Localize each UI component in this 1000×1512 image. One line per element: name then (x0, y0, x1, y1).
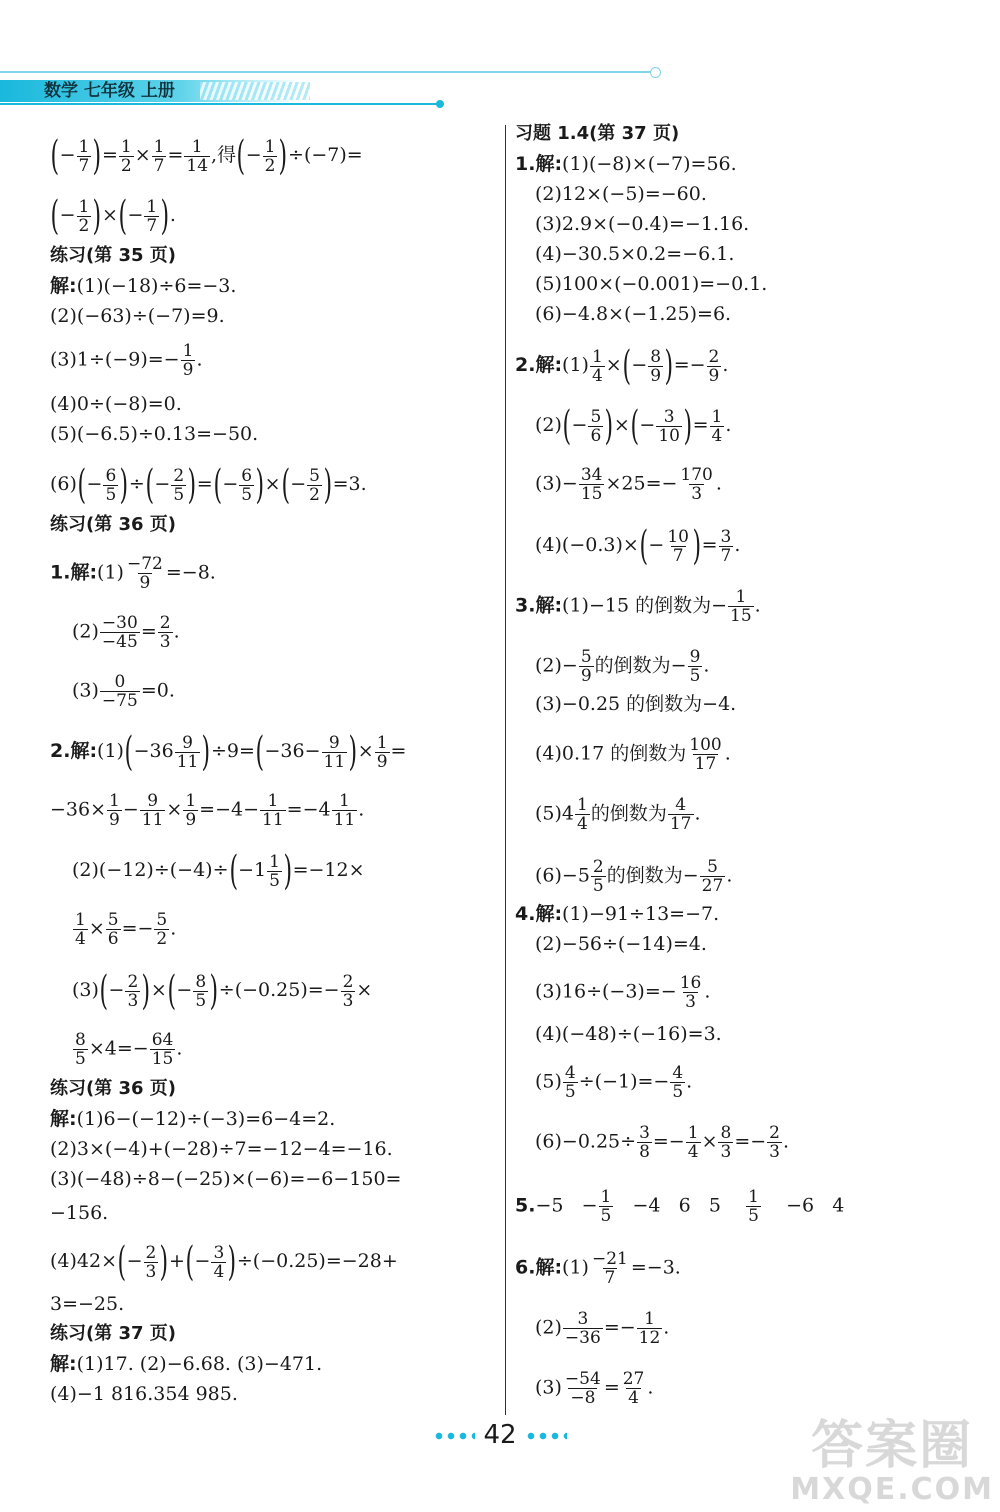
fraction: $\frac{1}{11}$ (262, 791, 284, 830)
p36b-line-2: (2)3×(−4)+(−28)÷7=−12−4=−16. (50, 1138, 393, 1160)
ex-q1-line-3: (3)2.9×(−0.4)=−1.16. (535, 213, 750, 235)
ex-q3-line-6: (6)−5 $\frac{2}{5}$ 的倒数为− $\frac{5}{27}$ . (535, 857, 733, 896)
fraction: $\frac{3}{10}$ (658, 406, 680, 446)
p36a-q1-line-3: (3) $\frac{0}{-75}$ =0. (72, 672, 175, 711)
fraction: $\frac{9}{11}$ (176, 732, 199, 772)
fraction: $\frac{1}{9}$ (376, 732, 388, 772)
fraction: $\frac{1}{9}$ (185, 791, 197, 830)
column-divider (505, 125, 506, 1415)
p37-line-2: (4)−1 816.354 985. (50, 1383, 238, 1405)
fraction: $\frac{1}{2}$ (264, 136, 276, 176)
p35-line-4: (4)0÷(−8)=0. (50, 393, 182, 415)
ex-q6-line-3: (3) $\frac{-54}{-8}$ = $\frac{27}{4}$ . (535, 1369, 654, 1408)
fraction: $\frac{5}{27}$ (701, 857, 724, 896)
fraction: $\frac{1}{4}$ (577, 795, 588, 834)
p35-line-5: (5)(−6.5)÷0.13=−50. (50, 423, 259, 445)
fraction: $\frac{1}{12}$ (638, 1309, 661, 1348)
fraction: $\frac{3}{7}$ (720, 526, 732, 566)
ex-q6-line-2: (2) $\frac{3}{-36}$ =− $\frac{1}{12}$ . (535, 1309, 670, 1348)
watermark-url: MXQE.COM (790, 1472, 994, 1507)
p36a-q1-line-2: (2) $\frac{-30}{-45}$ = $\frac{2}{3}$ . (72, 613, 180, 652)
watermark-text: 答案圈 (811, 1416, 974, 1476)
fraction: $\frac{1}{4}$ (711, 406, 723, 446)
fraction: $\frac{6}{5}$ (241, 465, 253, 505)
page-number-text: 42 (483, 1420, 517, 1450)
p36b-line-1: 解:(1)6−(−12)÷(−3)=6−4=2. (50, 1108, 336, 1130)
page-dots-left (433, 1431, 475, 1441)
fraction: $\frac{1}{15}$ (730, 587, 752, 626)
header-rule (0, 71, 655, 73)
fraction: $\frac{1}{4}$ (591, 346, 603, 386)
fraction: $\frac{100}{17}$ (689, 735, 722, 774)
fraction: $\frac{8}{3}$ (720, 1123, 732, 1162)
fraction: $\frac{1}{5}$ (269, 851, 280, 891)
fraction: $\frac{3}{8}$ (639, 1123, 650, 1162)
fraction: $\frac{1}{4}$ (687, 1123, 699, 1162)
fraction: $\frac{1}{11}$ (333, 791, 356, 830)
fraction: $\frac{4}{17}$ (669, 795, 692, 834)
fraction: $\frac{16}{3}$ (679, 973, 702, 1012)
fraction: $\frac{1}{2}$ (120, 136, 132, 176)
fraction: $\frac{5}{6}$ (107, 910, 119, 949)
ex-q1-line-4: (4)−30.5×0.2=−6.1. (535, 243, 735, 265)
p35-line-1: 解:(1)(−18)÷6=−3. (50, 275, 237, 297)
fraction: $\frac{9}{11}$ (141, 791, 164, 830)
header-underline-dot (436, 100, 444, 108)
header-underline (0, 103, 440, 105)
fraction: $\frac{4}{5}$ (672, 1063, 684, 1102)
p37-line-1: 解:(1)17. (2)−6.68. (3)−471. (50, 1353, 323, 1375)
header-rule-end-dot (650, 67, 661, 78)
continued-line-2: (− $\frac{1}{2}$ )×(− $\frac{1}{7}$ ). (50, 193, 176, 239)
page-number (430, 1420, 570, 1450)
fraction: $\frac{-72}{9}$ (126, 554, 163, 593)
page-dots-right (525, 1431, 567, 1441)
fraction: $\frac{3}{-36}$ (564, 1309, 601, 1348)
fraction: $\frac{9}{5}$ (689, 647, 701, 686)
fraction: $\frac{9}{11}$ (323, 732, 346, 772)
watermark-logo (790, 1418, 994, 1506)
fraction: $\frac{4}{5}$ (564, 1063, 576, 1102)
fraction: $\frac{5}{6}$ (590, 406, 602, 446)
fraction: $\frac{1}{5}$ (600, 1187, 612, 1226)
p36a-q2-line-1: 2.解:(1)(−36 $\frac{9}{11}$ )÷9=(−36− $\frac{9}{11}$ )× $\frac{1}{9}$ = (50, 729, 407, 775)
p35-line-2: (2)(−63)÷(−7)=9. (50, 305, 225, 327)
fraction: $\frac{2}{9}$ (708, 346, 720, 386)
p36b-line-3: (3)(−48)÷8−(−25)×(−6)=−6−150= (50, 1168, 402, 1190)
fraction: $\frac{1}{5}$ (748, 1187, 759, 1226)
ex-q3-line-4: (4)0.17 的倒数为 $\frac{100}{17}$ . (535, 735, 731, 774)
section-heading-p35: 练习(第 35 页) (50, 245, 177, 266)
fraction: $\frac{1}{2}$ (78, 196, 90, 236)
ex-q2-line-1: 2.解:(1) $\frac{1}{4}$ ×(− $\frac{8}{9}$ )=− $\frac{2}{9}$ . (515, 343, 729, 389)
ex-q1-line-6: (6)−4.8×(−1.25)=6. (535, 303, 732, 325)
p36a-q1-line-1: 1.解:(1) $\frac{-72}{9}$ =−8. (50, 554, 216, 593)
ex-q1-line-1: 1.解:(1)(−8)×(−7)=56. (515, 153, 737, 175)
fraction: $\frac{1}{7}$ (153, 136, 165, 176)
fraction: $\frac{8}{5}$ (75, 1030, 86, 1069)
p36a-q2-line-2: −36× $\frac{1}{9}$ − $\frac{9}{11}$ × $\frac{1}{9}$ =−4− $\frac{1}{11}$ =−4 $\frac{1}{11}$ . (50, 791, 365, 830)
ex-q2-line-3: (3)− $\frac{34}{15}$ ×25=− $\frac{170}{3}$ . (535, 465, 722, 504)
fraction: $\frac{27}{4}$ (622, 1369, 645, 1408)
fraction: $\frac{64}{15}$ (151, 1030, 174, 1069)
p36a-q2-line-5: (3)(− $\frac{2}{3}$ )×(− $\frac{8}{5}$ )÷(−0.25)=− $\frac{2}{3}$ × (72, 968, 373, 1014)
fraction: $\frac{8}{9}$ (650, 346, 662, 386)
continued-line-1: (− $\frac{1}{7}$ )= $\frac{1}{2}$ × $\frac{1}{7}$ = $\frac{1}{14}$ ,得(− $\frac{1}{2}$ )÷(−7)= (50, 133, 363, 179)
fraction: $\frac{10}{7}$ (667, 526, 689, 566)
ex-q2-line-2: (2)(− $\frac{5}{6}$ )×(− $\frac{3}{10}$ )= $\frac{1}{4}$ . (535, 403, 732, 449)
p36b-line-5: (4)42×(− $\frac{2}{3}$ )+(− $\frac{3}{4}$ )÷(−0.25)=−28+ (50, 1239, 398, 1285)
fraction: $\frac{8}{5}$ (195, 971, 207, 1011)
ex-q3-line-5: (5)4 $\frac{1}{4}$ 的倒数为 $\frac{4}{17}$ . (535, 795, 701, 834)
section-heading-p36a: 练习(第 36 页) (50, 514, 177, 535)
header-stripes (200, 82, 310, 100)
ex-q3-line-2: (2)− $\frac{5}{9}$ 的倒数为− $\frac{9}{5}$ . (535, 647, 710, 686)
fraction: $\frac{1}{14}$ (186, 136, 209, 176)
fraction: $\frac{34}{15}$ (580, 465, 603, 504)
p36b-line-4: −156. (50, 1202, 109, 1224)
fraction: $\frac{2}{5}$ (173, 465, 185, 505)
fraction: $\frac{2}{3}$ (127, 971, 139, 1011)
ex-q3-line-1: 3.解:(1)−15 的倒数为− $\frac{1}{15}$ . (515, 587, 761, 626)
p36a-q2-line-6: $\frac{8}{5}$ ×4=− $\frac{64}{15}$ . (75, 1030, 183, 1069)
section-heading-p36b: 练习(第 36 页) (50, 1078, 177, 1099)
fraction: $\frac{1}{7}$ (78, 136, 90, 176)
ex-q3-line-3: (3)−0.25 的倒数为−4. (535, 693, 737, 715)
fraction: $\frac{1}{9}$ (182, 341, 194, 380)
fraction: $\frac{0}{-75}$ (101, 672, 138, 711)
p35-line-3: (3)1÷(−9)=− $\frac{1}{9}$ . (50, 341, 203, 380)
section-heading-exercise-1-4: 习题 1.4(第 37 页) (515, 123, 680, 144)
header-title: 数学 七年级 上册 (44, 81, 175, 101)
fraction: $\frac{170}{3}$ (680, 465, 713, 504)
fraction: $\frac{5}{2}$ (309, 465, 320, 505)
fraction: $\frac{1}{9}$ (109, 791, 120, 830)
fraction: $\frac{-30}{-45}$ (101, 613, 138, 652)
ex-q4-line-5: (5) $\frac{4}{5}$ ÷(−1)=− $\frac{4}{5}$ . (535, 1063, 693, 1102)
fraction: $\frac{1}{7}$ (146, 196, 158, 236)
fraction: $\frac{2}{3}$ (145, 1242, 157, 1282)
p36a-q2-line-3: (2)(−12)÷(−4)÷(−1 $\frac{1}{5}$ )=−12× (72, 848, 365, 894)
fraction: $\frac{2}{3}$ (342, 971, 354, 1011)
fraction: $\frac{5}{2}$ (156, 910, 168, 949)
ex-q1-line-2: (2)12×(−5)=−60. (535, 183, 707, 205)
ex-q1-line-5: (5)100×(−0.001)=−0.1. (535, 273, 768, 295)
fraction: $\frac{6}{5}$ (105, 465, 117, 505)
p35-line-6: (6)(− $\frac{6}{5}$ )÷(− $\frac{2}{5}$ )=(− $\frac{6}{5}$ )×(− $\frac{5}{2}$ )=3. (50, 462, 367, 508)
p36b-line-6: 3=−25. (50, 1293, 125, 1315)
fraction: $\frac{5}{9}$ (580, 647, 592, 686)
p36a-q2-line-4: $\frac{1}{4}$ × $\frac{5}{6}$ =− $\frac{5}{2}$ . (75, 910, 177, 949)
fraction: $\frac{3}{4}$ (213, 1242, 225, 1282)
fraction: $\frac{1}{4}$ (75, 910, 86, 949)
fraction: $\frac{2}{5}$ (592, 857, 604, 896)
fraction: $\frac{2}{3}$ (159, 613, 171, 652)
ex-q4-line-3: (3)16÷(−3)=− $\frac{16}{3}$ . (535, 973, 711, 1012)
fraction: $\frac{-54}{-8}$ (564, 1369, 601, 1408)
ex-q4-line-2: (2)−56÷(−14)=4. (535, 933, 707, 955)
section-heading-p37: 练习(第 37 页) (50, 1323, 177, 1344)
ex-q6-line-1: 6.解:(1) $\frac{-21}{7}$ =−3. (515, 1249, 681, 1288)
ex-q4-line-1: 4.解:(1)−91÷13=−7. (515, 903, 720, 925)
ex-q5-line: 5.−5 − $\frac{1}{5}$ −4 6 5 $\frac{1}{5}$ −6 4 (515, 1187, 845, 1226)
fraction: $\frac{2}{3}$ (769, 1123, 780, 1162)
ex-q4-line-4: (4)(−48)÷(−16)=3. (535, 1023, 722, 1045)
ex-q4-line-6: (6)−0.25÷ $\frac{3}{8}$ =− $\frac{1}{4}$ × $\frac{8}{3}$ =− $\frac{2}{3}$ . (535, 1123, 790, 1162)
fraction: $\frac{-21}{7}$ (591, 1249, 628, 1288)
ex-q2-line-4: (4)(−0.3)×(− $\frac{10}{7}$ )= $\frac{3}{7}$ . (535, 523, 741, 569)
